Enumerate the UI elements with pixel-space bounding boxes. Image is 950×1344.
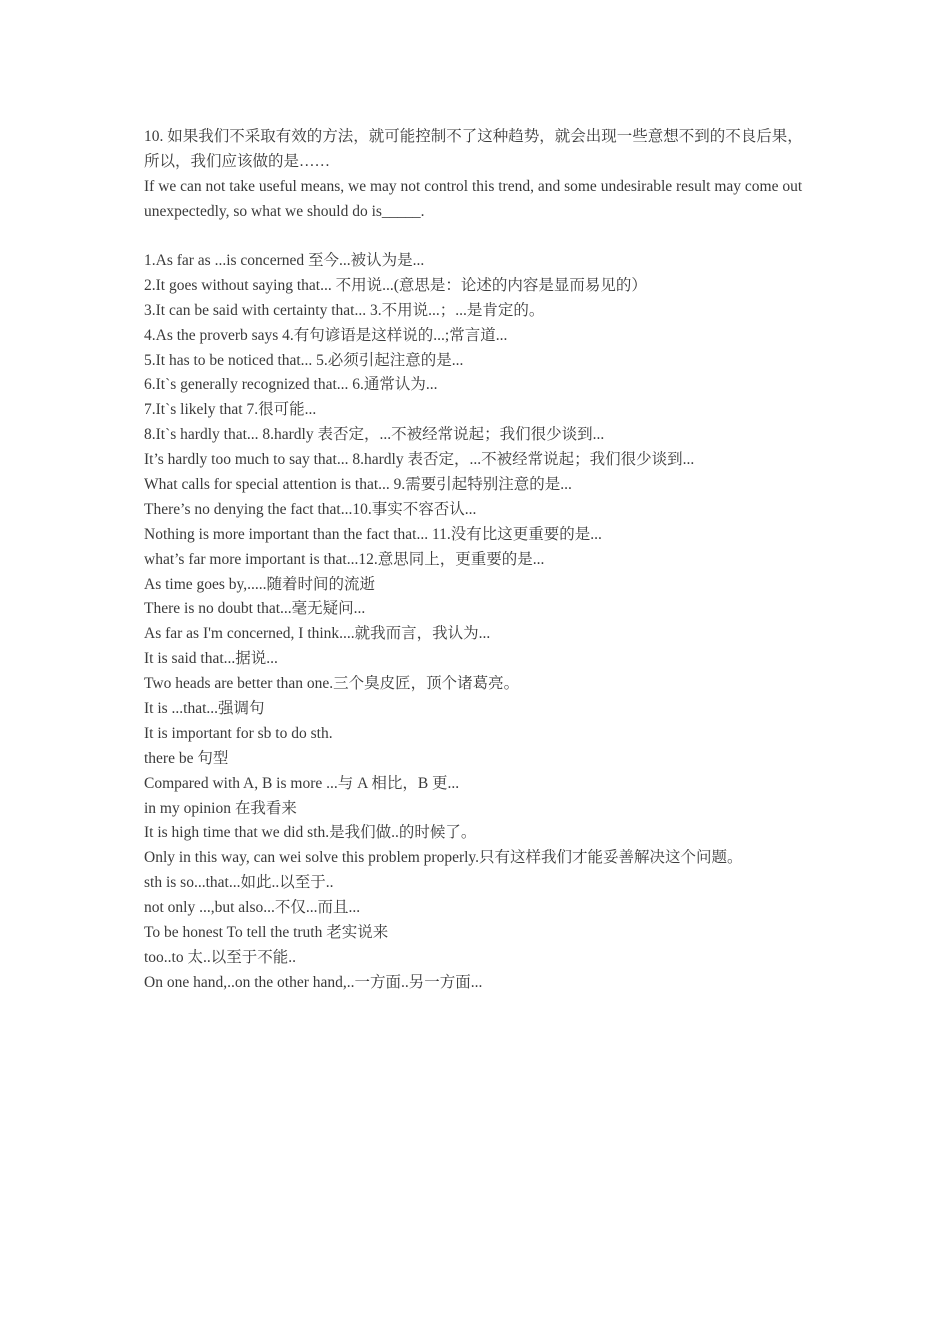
intro-chinese-paragraph: 10. 如果我们不采取有效的方法，就可能控制不了这种趋势，就会出现一些意想不到的不良后果，所以，我们应该做的是……: [144, 128, 803, 170]
phrase-item: 6.It`s generally recognized that... 6.通常认为...: [144, 376, 438, 394]
phrase-item: It is ...that...强调句: [144, 700, 265, 718]
phrase-item: Two heads are better than one.三个臭皮匠，顶个诸葛亮。: [144, 675, 520, 693]
phrase-item: It is said that...据说...: [144, 650, 278, 668]
phrase-item: what’s far more important is that...12.意思同上，更重要的是...: [144, 550, 545, 568]
phrase-item: What calls for special attention is that... 9.需要引起特别注意的是...: [144, 476, 572, 494]
phrase-item: There is no doubt that...毫无疑问...: [144, 600, 366, 618]
phrase-item: 5.It has to be noticed that... 5.必须引起注意的是...: [144, 351, 464, 369]
phrase-item: It is important for sb to do sth.: [144, 724, 333, 742]
phrase-item: 7.It`s likely that 7.很可能...: [144, 401, 317, 419]
phrase-item: Compared with A, B is more ...与 A 相比，B 更...: [144, 774, 460, 792]
phrase-item: 4.As the proverb says 4.有句谚语是这样说的...;常言道...: [144, 326, 508, 344]
phrase-item: sth is so...that...如此..以至于..: [144, 874, 334, 892]
phrase-item: As time goes by,.....随着时间的流逝: [144, 575, 376, 593]
paragraph-gap: [144, 224, 809, 249]
phrase-list: [144, 249, 809, 996]
phrase-item: too..to 太..以至于不能..: [144, 948, 296, 966]
intro-english-paragraph: If we can not take useful means, we may not control this trend, and some undesirable result may come out unexpectedly, so what we should do is_____.: [144, 178, 803, 220]
phrase-item: there be 句型: [144, 749, 229, 767]
phrase-item: Nothing is more important than the fact that... 11.没有比这更重要的是...: [144, 525, 602, 543]
phrase-item: To be honest To tell the truth 老实说来: [144, 924, 389, 942]
phrase-item: in my opinion 在我看来: [144, 799, 297, 817]
phrase-item: As far as I'm concerned, I think....就我而言，我认为...: [144, 625, 491, 643]
phrase-item: Only in this way, can wei solve this problem properly.只有这样我们才能妥善解决这个问题。: [144, 849, 743, 867]
phrase-item: It’s hardly too much to say that... 8.hardly 表否定，...不被经常说起；我们很少谈到...: [144, 451, 695, 469]
phrase-item: 2.It goes without saying that... 不用说...(意思是：论述的内容是显而易见的）: [144, 276, 647, 294]
phrase-item: not only ...,but also...不仅...而且...: [144, 899, 361, 917]
phrase-item: There’s no denying the fact that...10.事实不容否认...: [144, 500, 477, 518]
phrase-item: It is high time that we did sth.是我们做..的时候了。: [144, 824, 477, 842]
phrase-item: 1.As far as ...is concerned 至今...被认为是...: [144, 252, 425, 269]
phrase-item: 3.It can be said with certainty that... 3.不用说...；...是肯定的。: [144, 301, 545, 319]
phrase-item: 8.It`s hardly that... 8.hardly 表否定，...不被经常说起；我们很少谈到...: [144, 426, 605, 444]
phrase-item: On one hand,..on the other hand,..一方面..另一方面...: [144, 973, 483, 991]
document-page: [144, 124, 809, 996]
